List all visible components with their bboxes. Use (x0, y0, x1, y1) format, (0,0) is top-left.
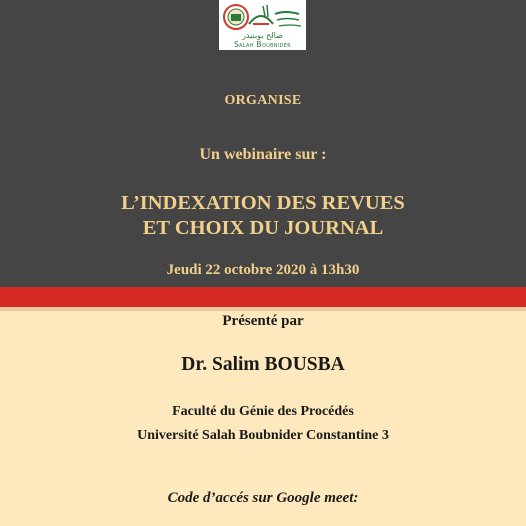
webinar-title (0, 191, 526, 241)
faculty-line: Faculté du Génie des Procédés (172, 404, 354, 419)
webinaire-label: Un webinaire sur : (199, 146, 327, 163)
organise-label: ORGANISE (224, 93, 302, 108)
university-line: Université Salah Boubnider Constantine 3 (137, 428, 389, 443)
presented-by-label: Présenté par (222, 313, 304, 329)
university-logo (219, 0, 306, 50)
speaker-affiliation (0, 400, 526, 448)
logo-latin-text: Salah Boubnider (233, 40, 291, 49)
divider-shadow (0, 307, 526, 311)
webinar-date: Jeudi 22 octobre 2020 à 13h30 (166, 262, 360, 278)
red-divider-band (0, 287, 526, 307)
webinar-title-line-1: L’INDEXATION DES REVUES (121, 192, 405, 214)
speaker-name: Dr. Salim BOUSBA (181, 354, 345, 375)
webinar-title-line-2: ET CHOIX DU JOURNAL (142, 217, 384, 239)
logo-arabic-text: صالح بوبنيدر (242, 31, 283, 40)
access-code-label: Code d’accés sur Google meet: (167, 490, 359, 506)
